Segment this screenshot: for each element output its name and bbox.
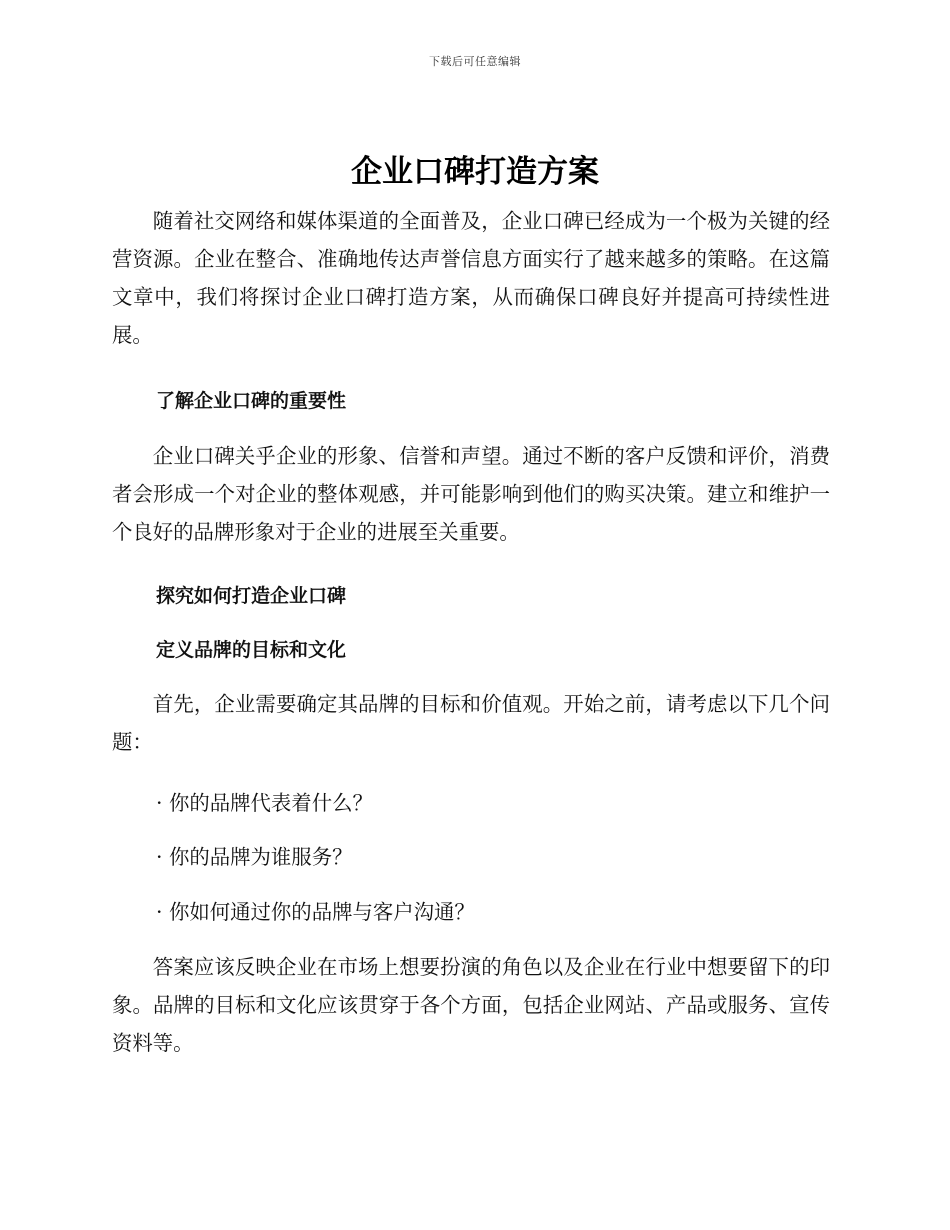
list-item: · 你的品牌为谁服务？	[156, 845, 353, 869]
page-title: 企业口碑打造方案	[351, 154, 599, 190]
intro-paragraph: 随着社交网络和媒体渠道的全面普及，企业口碑已经成为一个极为关键的经营资源。企业在整合、准确地传达声誉信息方面实行了越来越多的策略。在这篇文章中，我们将探讨企业口碑打造方案，从而确保口碑良好并提高可持续性进展。	[112, 209, 830, 347]
header-note: 下载后可任意编辑	[429, 55, 521, 68]
section-heading-how-to: 探究如何打造企业口碑	[156, 585, 347, 607]
importance-paragraph: 企业口碑关乎企业的形象、信誉和声望。通过不断的客户反馈和评价，消费者会形成一个对企业的整体观感，并可能影响到他们的购买决策。建立和维护一个良好的品牌形象对于企业的进展至关重要。	[112, 444, 830, 544]
conclusion-paragraph: 答案应该反映企业在市场上想要扮演的角色以及企业在行业中想要留下的印象。品牌的目标和文化应该贯穿于各个方面，包括企业网站、产品或服务、宣传资料等。	[112, 955, 830, 1055]
brand-goals-paragraph: 首先，企业需要确定其品牌的目标和价值观。开始之前，请考虑以下几个问题：	[112, 692, 830, 754]
section-heading-brand-goals: 定义品牌的目标和文化	[156, 639, 347, 661]
list-item: · 你如何通过你的品牌与客户沟通？	[156, 900, 475, 924]
list-item: · 你的品牌代表着什么？	[156, 791, 373, 815]
section-heading-importance: 了解企业口碑的重要性	[156, 390, 347, 412]
